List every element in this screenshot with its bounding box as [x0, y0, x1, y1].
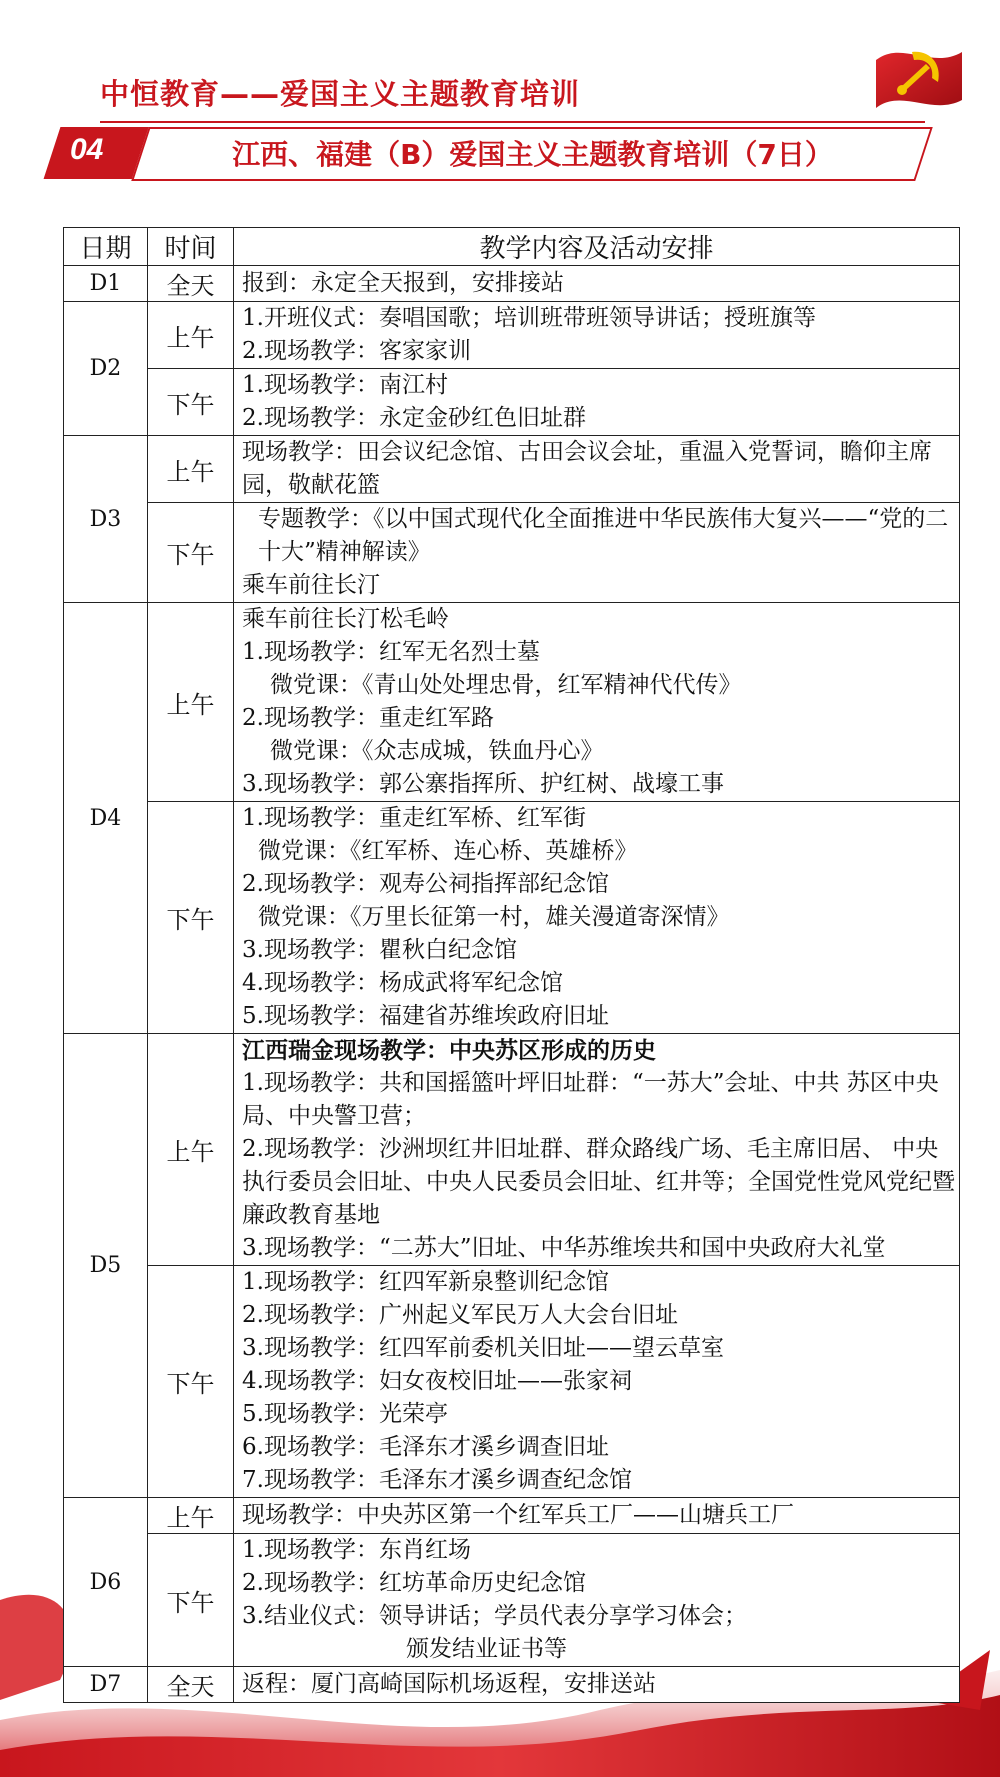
- table-row: [64, 1667, 960, 1703]
- content-line: 1.现场教学：南江村: [242, 372, 448, 398]
- schedule-table: [63, 227, 960, 1703]
- content-line: 微党课：《众志成城，铁血丹心》: [270, 738, 604, 764]
- content-line: 7.现场教学：毛泽东才溪乡调查纪念馆: [242, 1467, 632, 1493]
- content-cell: [234, 1534, 960, 1667]
- content-line: 3.现场教学：红四军前委机关旧址——望云草室: [242, 1335, 724, 1361]
- content-line: 1.现场教学：红四军新泉整训纪念馆: [242, 1269, 609, 1295]
- time-cell: 上午: [148, 302, 234, 369]
- content-line: 2.现场教学：沙洲坝红井旧址群、群众路线广场、毛主席旧居、 中央执行委员会旧址、中央人民委员会旧址、红井等；全国党性党风党纪暨廉政教育基地: [242, 1136, 955, 1228]
- header-time: 时间: [148, 228, 234, 266]
- table-row: [64, 1266, 960, 1498]
- table-row: [64, 1034, 960, 1266]
- content-cell: [234, 1498, 960, 1534]
- content-line: 颁发结业证书等: [406, 1636, 567, 1662]
- content-line: 专题教学：《以中国式现代化全面推进中华民族伟大复兴——“党的二十大”精神解读》: [258, 506, 949, 565]
- content-line: 微党课：《青山处处埋忠骨，红军精神代代传》: [270, 672, 742, 698]
- content-line: 5.现场教学：光荣亭: [242, 1401, 448, 1427]
- day-cell-d5: D5: [64, 1034, 148, 1498]
- content-line: 微党课：《万里长征第一村，雄关漫道寄深情》: [258, 904, 730, 930]
- table-row: [64, 266, 960, 302]
- table-row: [64, 1534, 960, 1667]
- content-cell: [234, 603, 960, 802]
- content-cell: [234, 802, 960, 1034]
- table-row: [64, 802, 960, 1034]
- content-cell: [234, 369, 960, 436]
- page-title: 江西、福建（B）爱国主义主题教育培训（7日）: [232, 138, 833, 171]
- content-line: 4.现场教学：妇女夜校旧址——张家祠: [242, 1368, 632, 1394]
- content-cell: [234, 1034, 960, 1266]
- content-line: 返程：厦门高崎国际机场返程，安排送站: [242, 1671, 656, 1697]
- content-line: 1.现场教学：共和国摇篮叶坪旧址群：“一苏大”会址、中共 苏区中央局、中央警卫营；: [242, 1070, 939, 1129]
- content-line: 报到：永定全天报到，安排接站: [242, 270, 564, 296]
- day-cell-d4: D4: [64, 603, 148, 1034]
- time-cell: 上午: [148, 1498, 234, 1534]
- content-cell: [234, 436, 960, 503]
- content-line: 3.结业仪式：领导讲话；学员代表分享学习体会；: [242, 1603, 747, 1629]
- time-cell: 下午: [148, 1266, 234, 1498]
- table-row: [64, 369, 960, 436]
- time-cell: 全天: [148, 266, 234, 302]
- content-line: 2.现场教学：永定金砂红色旧址群: [242, 405, 586, 431]
- content-line: 1.现场教学：东肖红场: [242, 1537, 471, 1563]
- content-line: 江西瑞金现场教学：中央苏区形成的历史: [242, 1037, 656, 1064]
- party-emblem-icon: [872, 30, 964, 118]
- content-line: 5.现场教学：福建省苏维埃政府旧址: [242, 1003, 609, 1029]
- content-line: 4.现场教学：杨成武将军纪念馆: [242, 970, 563, 996]
- time-cell: 下午: [148, 503, 234, 603]
- time-cell: 下午: [148, 1534, 234, 1667]
- content-line: 2.现场教学：客家家训: [242, 338, 471, 364]
- table-row: [64, 1498, 960, 1534]
- time-cell: 上午: [148, 603, 234, 802]
- time-cell: 上午: [148, 1034, 234, 1266]
- content-line: 1.开班仪式：奏唱国歌；培训班带班领导讲话；授班旗等: [242, 305, 816, 331]
- content-cell: [234, 503, 960, 603]
- content-line: 2.现场教学：重走红军路: [242, 705, 494, 731]
- time-cell: 上午: [148, 436, 234, 503]
- time-cell: 下午: [148, 802, 234, 1034]
- content-cell: [234, 266, 960, 302]
- content-line: 3.现场教学：郭公寨指挥所、护红树、战壕工事: [242, 771, 724, 797]
- section-number: 04: [70, 133, 104, 166]
- content-line: 2.现场教学：红坊革命历史纪念馆: [242, 1570, 586, 1596]
- content-line: 微党课：《红军桥、连心桥、英雄桥》: [258, 838, 638, 864]
- table-row: [64, 302, 960, 369]
- content-line: 现场教学：中央苏区第一个红军兵工厂——山塘兵工厂: [242, 1502, 794, 1528]
- content-line: 3.现场教学：瞿秋白纪念馆: [242, 937, 517, 963]
- content-line: 1.现场教学：重走红军桥、红军街: [242, 805, 586, 831]
- day-cell-d3: D3: [64, 436, 148, 603]
- header-content: 教学内容及活动安排: [234, 228, 960, 266]
- content-line: 1.现场教学：红军无名烈士墓: [242, 639, 540, 665]
- header-date: 日期: [64, 228, 148, 266]
- day-cell-d2: D2: [64, 302, 148, 436]
- content-line: 3.现场教学：“二苏大”旧址、中华苏维埃共和国中央政府大礼堂: [242, 1235, 886, 1261]
- table-row: [64, 436, 960, 503]
- time-cell: 全天: [148, 1667, 234, 1703]
- content-line: 乘车前往长汀: [242, 572, 380, 598]
- content-line: 乘车前往长汀松毛岭: [242, 606, 449, 632]
- table-row: [64, 503, 960, 603]
- day-cell-d7: D7: [64, 1667, 148, 1703]
- header-divider: [100, 121, 925, 123]
- content-line: 6.现场教学：毛泽东才溪乡调查旧址: [242, 1434, 609, 1460]
- day-cell-d1: D1: [64, 266, 148, 302]
- table-header-row: [64, 228, 960, 266]
- time-cell: 下午: [148, 369, 234, 436]
- day-cell-d6: D6: [64, 1498, 148, 1667]
- content-line: 2.现场教学：广州起义军民万人大会台旧址: [242, 1302, 678, 1328]
- content-cell: [234, 1266, 960, 1498]
- content-line: 2.现场教学：观寿公祠指挥部纪念馆: [242, 871, 609, 897]
- content-line: 现场教学：田会议纪念馆、古田会议会址，重温入党誓词，瞻仰主席园，敬献花篮: [242, 439, 932, 498]
- content-cell: [234, 302, 960, 369]
- brand-title: 中恒教育——爱国主义主题教育培训: [100, 77, 581, 111]
- table-row: [64, 603, 960, 802]
- content-cell: [234, 1667, 960, 1703]
